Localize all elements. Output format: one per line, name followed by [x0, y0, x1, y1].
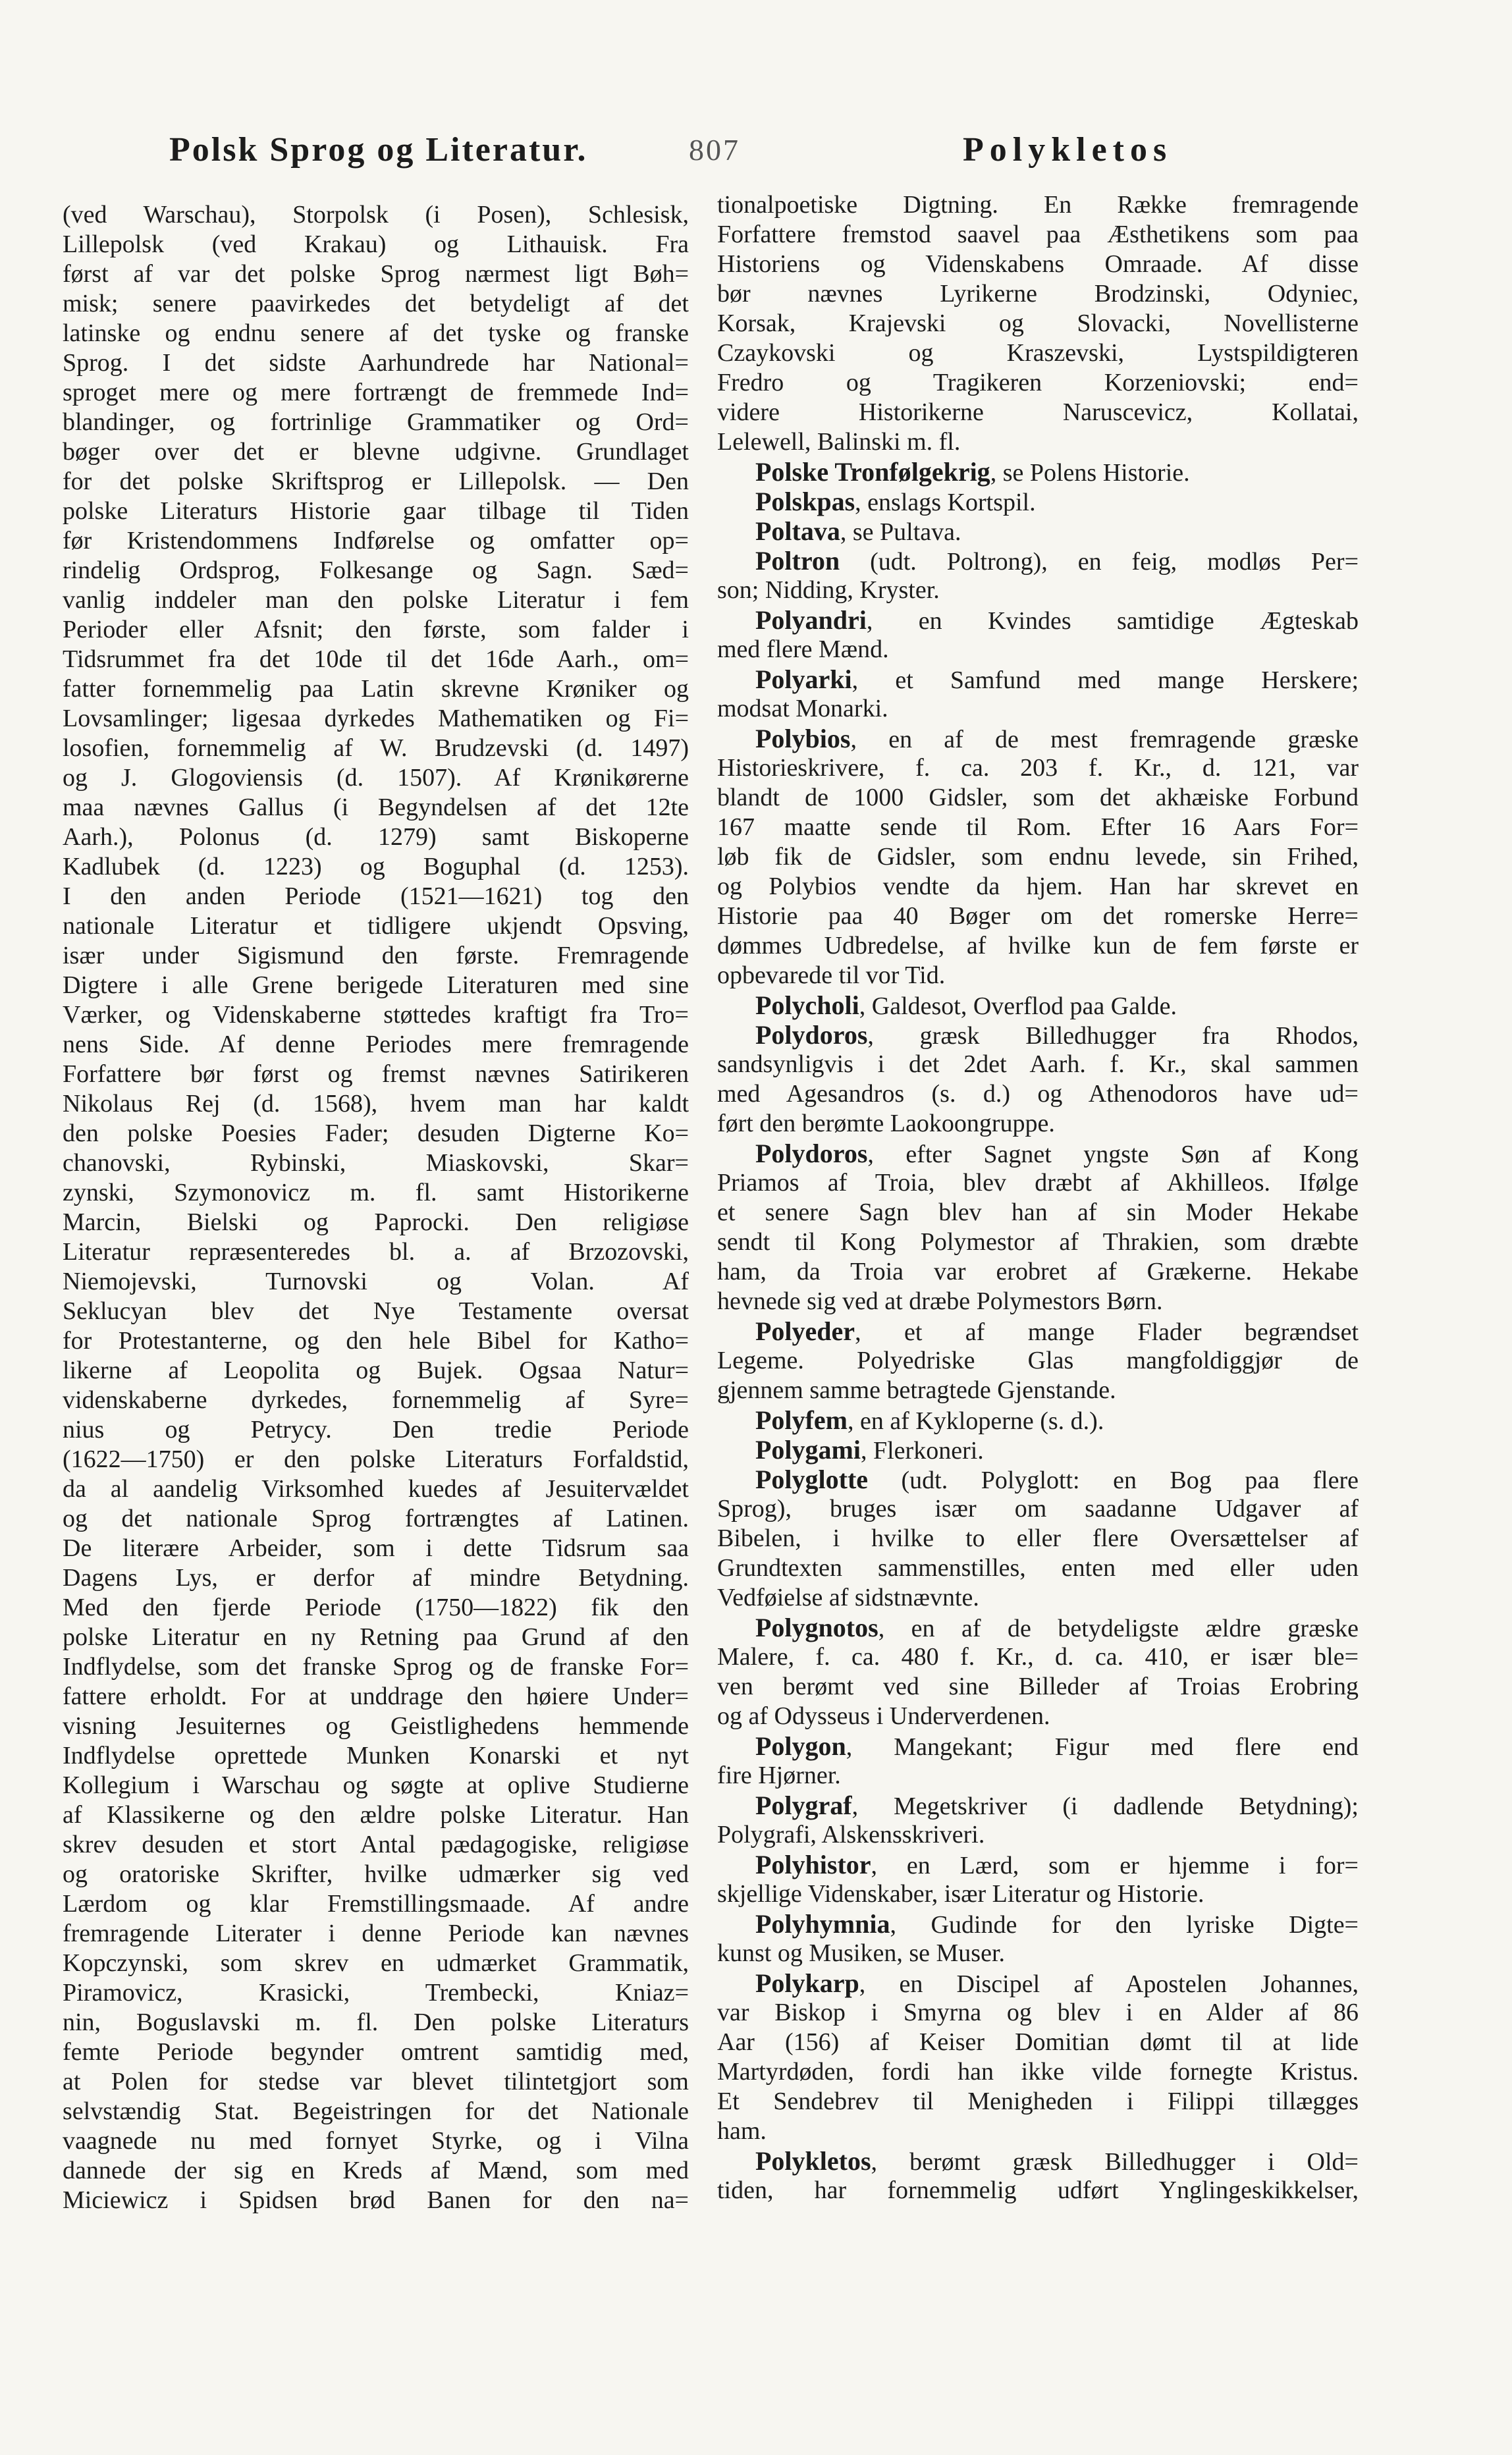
entry-text: modsat Monarki. [717, 695, 888, 722]
entry-first-line [717, 605, 1359, 635]
entry-text: , se Pultava. [840, 518, 961, 546]
entry-text: Korsak, Krajevski og Slovacki, Novellisterne [717, 310, 1359, 337]
left-text-line: Kopczynski, som skrev en udmærket Grammatik, [63, 1949, 689, 1977]
right-text-line [717, 250, 1359, 279]
right-text-line [717, 368, 1359, 398]
entry-text: Malere, f. ca. 480 f. Kr., d. ca. 410, er især ble= [717, 1643, 1359, 1671]
left-text-line: Lovsamlinger; ligesaa dyrkedes Mathematiken og Fi= [63, 705, 689, 732]
entry-text: var Biskop i Smyrna og blev i en Alder af 86 [717, 1999, 1359, 2026]
right-text-line [717, 1553, 1359, 1583]
left-text-line: Marcin, Bielski og Paprocki. Den religiøse [63, 1208, 689, 1236]
left-text-line: likerne af Leopolita og Bujek. Ogsaa Natur= [63, 1357, 689, 1384]
left-text-line: maa nævnes Gallus (i Begyndelsen af det 12te [63, 794, 689, 821]
entry-text: et senere Sagn blev han af sin Moder Hekabe [717, 1199, 1359, 1226]
left-text-line: Miciewicz i Spidsen brød Banen for den na= [63, 2186, 689, 2214]
left-text-line: Kadlubek (d. 1223) og Boguphal (d. 1253). [63, 853, 689, 880]
entry-text: hevnede sig ved at dræbe Polymestors Børn. [717, 1287, 1163, 1315]
entry-first-line [717, 1316, 1359, 1346]
entry-text: kunst og Musiken, se Muser. [717, 1939, 1005, 1967]
left-text-line: af Klassikerne og den ældre polske Literatur. Han [63, 1801, 689, 1829]
entry-text: og Polybios vendte da hjem. Han har skrevet en [717, 873, 1359, 900]
left-text-line: zynski, Szymonovicz m. fl. samt Historikerne [63, 1179, 689, 1206]
entry-text: Et Sendebrev til Menigheden i Filippi tillægges [717, 2088, 1359, 2115]
left-text-line: Literatur repræsenteredes bl. a. af Brzozovski, [63, 1238, 689, 1266]
left-text-line: nin, Boguslavski m. fl. Den polske Literaturs [63, 2009, 689, 2036]
right-text-line [717, 872, 1359, 902]
entry-headword: Polygraf [755, 1791, 852, 1820]
left-text-line: Værker, og Videnskaberne støttedes kraftigt fra Tro= [63, 1001, 689, 1029]
left-text-line: dannede der sig en Kreds af Mænd, som med [63, 2157, 689, 2184]
left-text-line: Lillepolsk (ved Krakau) og Lithauisk. Fra [63, 230, 689, 258]
right-text-line [717, 1702, 1359, 1731]
page-number: 807 [689, 133, 740, 167]
entry-first-line [717, 664, 1359, 694]
entry-text: , Galdesot, Overflod paa Galde. [859, 992, 1177, 1020]
left-text-line: Digtere i alle Grene berigede Literaturen med sine [63, 971, 689, 999]
entry-text: , Mangekant; Figur med flere end [846, 1733, 1359, 1761]
entry-text: blandt de 1000 Gidsler, som det akhæiske Forbund [717, 784, 1359, 811]
left-text-line: Seklucyan blev det Nye Testamente oversat [63, 1297, 689, 1325]
left-text-line: bøger over det er blevne udgivne. Grundlaget [63, 438, 689, 466]
entry-text: , Megetskriver (i dadlende Betydning); [851, 1793, 1359, 1820]
right-text-line [717, 2057, 1359, 2087]
entry-text: med flere Mænd. [717, 635, 889, 663]
left-text-line: Niemojevski, Turnovski og Volan. Af [63, 1268, 689, 1295]
right-text-line [717, 279, 1359, 309]
entry-text: Grundtexten sammenstilles, enten med eller uden [717, 1554, 1359, 1582]
entry-first-line [717, 516, 1359, 546]
entry-headword: Polyfem [755, 1405, 848, 1435]
left-text-line: da al aandelig Virksomhed kuedes af Jesuitervældet [63, 1475, 689, 1503]
left-text-line: fattere erholdt. For at unddrage den høiere Under= [63, 1683, 689, 1710]
left-text-line: (ved Warschau), Storpolsk (i Posen), Schlesisk, [63, 201, 689, 229]
entry-headword: Polykarp [755, 1968, 859, 1998]
entry-text: Forfattere fremstod saavel paa Æsthetikens som paa [717, 221, 1359, 248]
right-text-line [717, 190, 1359, 220]
entry-first-line [717, 1613, 1359, 1642]
entry-text: ham, da Troia var erobret af Grækerne. Hekabe [717, 1258, 1359, 1285]
right-text-line [717, 2117, 1359, 2146]
right-text-line [717, 694, 1359, 724]
entry-text: sandsynligvis i det 2det Aarh. f. Kr., skal sammen [717, 1050, 1359, 1078]
entry-first-line [717, 1435, 1359, 1465]
left-text-line: at Polen for stedse var blevet tilintetgjort som [63, 2068, 689, 2095]
right-text-line [717, 1494, 1359, 1524]
entry-text: (udt. Poltrong), en feig, modløs Per= [840, 548, 1359, 576]
entry-text: Polygrafi, Alskensskriveri. [717, 1821, 985, 1848]
right-text-line [717, 1820, 1359, 1850]
entry-text: sendt til Kong Polymestor af Thrakien, som dræbte [717, 1228, 1359, 1256]
left-text-line: vanlig inddeler man den polske Literatur i fem [63, 586, 689, 614]
left-text-line: Kollegium i Warschau og søgte at oplive Studierne [63, 1771, 689, 1799]
entry-text: løb fik de Gidsler, som endnu levede, sin Frihed, [717, 843, 1359, 871]
entry-headword: Polygnotos [755, 1613, 878, 1642]
left-text-line: Med den fjerde Periode (1750—1822) fik den [63, 1594, 689, 1621]
left-text-column [63, 200, 689, 2215]
entry-text: og af Odysseus i Underverdenen. [717, 1702, 1050, 1730]
left-text-line: selvstændig Stat. Begeistringen for det Nationale [63, 2097, 689, 2125]
entry-first-line [717, 1850, 1359, 1879]
right-text-line [717, 576, 1359, 605]
entry-headword: Polyandri [755, 605, 867, 635]
entry-text: dømmes Udbredelse, af hvilke kun de fem første er [717, 932, 1359, 959]
entry-text: Legeme. Polyedriske Glas mangfoldiggjør de [717, 1347, 1359, 1374]
right-text-line [717, 398, 1359, 427]
entry-headword: Polycholi [755, 990, 859, 1020]
left-text-line: sproget mere og mere fortrængt de fremmede Ind= [63, 379, 689, 406]
entry-headword: Polydoros [755, 1139, 868, 1168]
right-text-line [717, 338, 1359, 368]
right-text-line [717, 1761, 1359, 1791]
entry-first-line [717, 546, 1359, 576]
right-text-line [717, 753, 1359, 783]
entry-text: , se Polens Historie. [990, 459, 1190, 487]
right-text-line [717, 842, 1359, 872]
entry-text: Fredro og Tragikeren Korzeniovski; end= [717, 369, 1359, 396]
left-text-line: Sprog. I det sidste Aarhundrede har National= [63, 349, 689, 377]
left-text-line: fremragende Literater i denne Periode kan nævnes [63, 1920, 689, 1947]
right-text-line [717, 931, 1359, 961]
entry-text: , en af de mest fremragende græske [850, 726, 1359, 753]
entry-first-line [717, 1731, 1359, 1761]
entry-headword: Polyglotte [755, 1465, 869, 1494]
entry-text: , Gudinde for den lyriske Digte= [890, 1911, 1359, 1939]
entry-first-line [717, 1968, 1359, 1998]
right-text-line [717, 1109, 1359, 1139]
entry-text: skjellige Videnskaber, især Literatur og Historie. [717, 1880, 1204, 1908]
left-text-line: Piramovicz, Krasicki, Trembecki, Kniaz= [63, 1979, 689, 2007]
right-text-line [717, 1583, 1359, 1613]
entry-text: ven berømt ved sine Billeder af Troias Erobring [717, 1673, 1359, 1700]
left-text-line: for det polske Skriftsprog er Lillepolsk. — Den [63, 468, 689, 495]
entry-headword: Polygami [755, 1435, 861, 1465]
entry-headword: Polygon [755, 1731, 846, 1761]
right-text-line [717, 1998, 1359, 2028]
left-text-line: Aarh.), Polonus (d. 1279) samt Biskoperne [63, 823, 689, 851]
entry-first-line [717, 1791, 1359, 1820]
entry-first-line [717, 1465, 1359, 1494]
entry-text: bør nævnes Lyrikerne Brodzinski, Odyniec, [717, 280, 1359, 308]
entry-text: opbevarede til vor Tid. [717, 961, 946, 989]
entry-text: Czaykovski og Kraszevski, Lystspildigteren [717, 339, 1359, 367]
right-text-line [717, 1168, 1359, 1198]
entry-text: son; Nidding, Kryster. [717, 576, 940, 604]
entry-text: med Agesandros (s. d.) og Athenodoros have ud= [717, 1080, 1359, 1108]
left-text-line: den polske Poesies Fader; desuden Digterne Ko= [63, 1120, 689, 1147]
entry-first-line [717, 1020, 1359, 1050]
entry-headword: Polyarki [755, 664, 852, 694]
entry-text: Historiens og Videnskabens Omraade. Af disse [717, 250, 1359, 278]
entry-first-line [717, 1909, 1359, 1939]
entry-text: fire Hjørner. [717, 1762, 841, 1789]
right-text-line [717, 1939, 1359, 1968]
left-text-line: misk; senere paavirkedes det betydeligt af det [63, 290, 689, 317]
entry-first-line [717, 487, 1359, 516]
entry-text: , berømt græsk Billedhugger i Old= [871, 2148, 1359, 2176]
left-text-line: nationale Literatur et tidligere ukjendt Opsving, [63, 912, 689, 940]
left-text-line: Forfattere bør først og fremst nævnes Satirikeren [63, 1060, 689, 1088]
right-text-line [717, 1642, 1359, 1672]
left-text-line: videnskaberne dyrkedes, fornemmelig af Syre= [63, 1386, 689, 1414]
entry-text: videre Historikerne Naruscevicz, Kollatai, [717, 398, 1359, 426]
entry-text: , efter Sagnet yngste Søn af Kong [867, 1141, 1359, 1168]
entry-text: 167 maatte sende til Rom. Efter 16 Aars For= [717, 813, 1359, 841]
left-text-line: skrev desuden et stort Antal pædagogiske, religiøse [63, 1831, 689, 1858]
entry-headword: Polykletos [755, 2146, 871, 2176]
entry-text: Martyrdøden, fordi han ikke vilde fornegte Kristus. [717, 2058, 1359, 2086]
right-text-column [717, 190, 1359, 2205]
left-text-line: blandinger, og fortrinlige Grammatiker og Ord= [63, 408, 689, 436]
entry-first-line [717, 990, 1359, 1020]
right-text-line [717, 1879, 1359, 1909]
right-text-line [717, 1050, 1359, 1079]
left-text-line: Indflydelse, som det franske Sprog og de franske For= [63, 1653, 689, 1681]
entry-text: Priamos af Troia, blev dræbt af Akhilleos. Ifølge [717, 1169, 1359, 1197]
entry-text: , et af mange Flader begrændset [855, 1318, 1359, 1346]
left-text-line: fatter fornemmelig paa Latin skrevne Krøniker og [63, 675, 689, 703]
running-head-left: Polsk Sprog og Literatur. [169, 131, 588, 169]
left-text-line: chanovski, Rybinski, Miaskovski, Skar= [63, 1149, 689, 1177]
right-text-line [717, 1672, 1359, 1702]
left-text-line: først af var det polske Sprog nærmest ligt Bøh= [63, 260, 689, 288]
entry-headword: Polyhistor [755, 1850, 871, 1879]
left-text-line: Tidsrummet fra det 10de til det 16de Aarh., om= [63, 645, 689, 673]
entry-headword: Poltava [755, 516, 840, 546]
right-text-line [717, 1198, 1359, 1228]
entry-text: (udt. Polyglott: en Bog paa flere [868, 1467, 1359, 1494]
entry-text: , en Lærd, som er hjemme i for= [871, 1852, 1359, 1879]
left-text-line: og oratoriske Skrifter, hvilke udmærker sig ved [63, 1860, 689, 1888]
right-text-line [717, 2176, 1359, 2205]
entry-first-line [717, 724, 1359, 753]
entry-headword: Polyeder [755, 1316, 855, 1346]
entry-first-line [717, 457, 1359, 487]
right-text-line [717, 783, 1359, 813]
right-text-line [717, 1287, 1359, 1316]
entry-headword: Polskpas [755, 487, 855, 516]
left-text-line: før Kristendommens Indførelse og omfatter op= [63, 527, 689, 554]
right-text-line [717, 1079, 1359, 1109]
left-text-line: rindelig Ordsprog, Folkesange og Sagn. Sæd= [63, 556, 689, 584]
entry-text: Historieskrivere, f. ca. 203 f. Kr., d. 121, var [717, 754, 1359, 782]
entry-text: gjennem samme betragtede Gjenstande. [717, 1376, 1116, 1404]
entry-text: , enslags Kortspil. [855, 489, 1036, 516]
entry-text: Bibelen, i hvilke to eller flere Oversættelser af [717, 1524, 1359, 1552]
right-text-line [717, 2028, 1359, 2057]
left-text-line: De literære Arbeider, som i dette Tidsrum saa [63, 1534, 689, 1562]
right-text-line [717, 902, 1359, 931]
left-text-line: losofien, fornemmelig af W. Brudzevski (d. 1497) [63, 734, 689, 762]
entry-text: ført den berømte Laokoongruppe. [717, 1110, 1055, 1137]
entry-text: Vedføielse af sidstnævnte. [717, 1584, 979, 1611]
left-text-line: og det nationale Sprog fortrængtes af Latinen. [63, 1505, 689, 1532]
entry-text: Historie paa 40 Bøger om det romerske Herre= [717, 902, 1359, 930]
left-text-line: femte Periode begynder omtrent samtidig med, [63, 2038, 689, 2066]
entry-text: ham. [717, 2117, 767, 2145]
right-text-line [717, 1257, 1359, 1287]
entry-text: Lelewell, Balinski m. fl. [717, 428, 961, 456]
left-text-line: Lærdom og klar Fremstillingsmaade. Af andre [63, 1890, 689, 1918]
entry-text: tiden, har fornemmelig udført Ynglingeskikkelser, [717, 2176, 1359, 2204]
entry-text: , en Discipel af Apostelen Johannes, [859, 1970, 1359, 1998]
left-text-line: især under Sigismund den første. Fremragende [63, 942, 689, 969]
left-text-line: I den anden Periode (1521—1621) tog den [63, 882, 689, 910]
entry-text: , græsk Billedhugger fra Rhodos, [867, 1022, 1359, 1050]
running-head-right: Polykletos [963, 131, 1173, 169]
right-text-line [717, 1524, 1359, 1553]
entry-headword: Polydoros [755, 1020, 868, 1050]
right-text-line [717, 2087, 1359, 2117]
left-text-line: Perioder eller Afsnit; den første, som falder i [63, 616, 689, 643]
left-text-line: polske Literatur en ny Retning paa Grund af den [63, 1623, 689, 1651]
left-text-line: polske Literaturs Historie gaar tilbage til Tiden [63, 497, 689, 525]
left-text-line: Dagens Lys, er derfor af mindre Betydning. [63, 1564, 689, 1592]
left-text-line: vaagnede nu med fornyet Styrke, og i Vilna [63, 2127, 689, 2155]
right-text-line [717, 220, 1359, 250]
right-text-line [717, 635, 1359, 664]
entry-text: , en Kvindes samtidige Ægteskab [866, 607, 1359, 635]
left-text-line: for Protestanterne, og den hele Bibel for Katho= [63, 1327, 689, 1355]
entry-text: , en af Kykloperne (s. d.). [847, 1407, 1104, 1435]
right-text-line [717, 1346, 1359, 1376]
entry-text: , en af de betydeligste ældre græske [878, 1615, 1359, 1642]
right-text-line [717, 1228, 1359, 1257]
entry-text: Sprog), bruges især om saadanne Udgaver af [717, 1495, 1359, 1523]
entry-first-line [717, 1139, 1359, 1168]
entry-text: , et Samfund med mange Herskere; [851, 666, 1359, 694]
right-text-line [717, 309, 1359, 338]
left-text-line: nens Side. Af denne Periodes mere fremragende [63, 1031, 689, 1058]
right-text-line [717, 961, 1359, 990]
entry-text: tionalpoetiske Digtning. En Række fremragende [717, 191, 1359, 219]
left-text-line: Nikolaus Rej (d. 1568), hvem man har kaldt [63, 1090, 689, 1118]
right-text-line [717, 813, 1359, 842]
left-text-line: Indflydelse oprettede Munken Konarski et nyt [63, 1742, 689, 1769]
entry-first-line [717, 2146, 1359, 2176]
left-text-line: (1622—1750) er den polske Literaturs Forfaldstid, [63, 1445, 689, 1473]
left-text-line: nius og Petrycy. Den tredie Periode [63, 1416, 689, 1443]
left-text-line: og J. Glogoviensis (d. 1507). Af Krønikørerne [63, 764, 689, 792]
entry-headword: Polyhymnia [755, 1909, 890, 1939]
entry-headword: Polybios [755, 724, 851, 753]
left-text-line: latinske og endnu senere af det tyske og franske [63, 319, 689, 347]
right-text-line [717, 1376, 1359, 1405]
entry-headword: Poltron [755, 546, 840, 576]
entry-text: Aar (156) af Keiser Domitian dømt til at lide [717, 2028, 1359, 2056]
entry-first-line [717, 1405, 1359, 1435]
right-text-line [717, 427, 1359, 457]
left-text-line: visning Jesuiternes og Geistlighedens hemmende [63, 1712, 689, 1740]
entry-headword: Polske Tronfølgekrig [755, 457, 990, 487]
entry-text: , Flerkoneri. [860, 1437, 984, 1465]
